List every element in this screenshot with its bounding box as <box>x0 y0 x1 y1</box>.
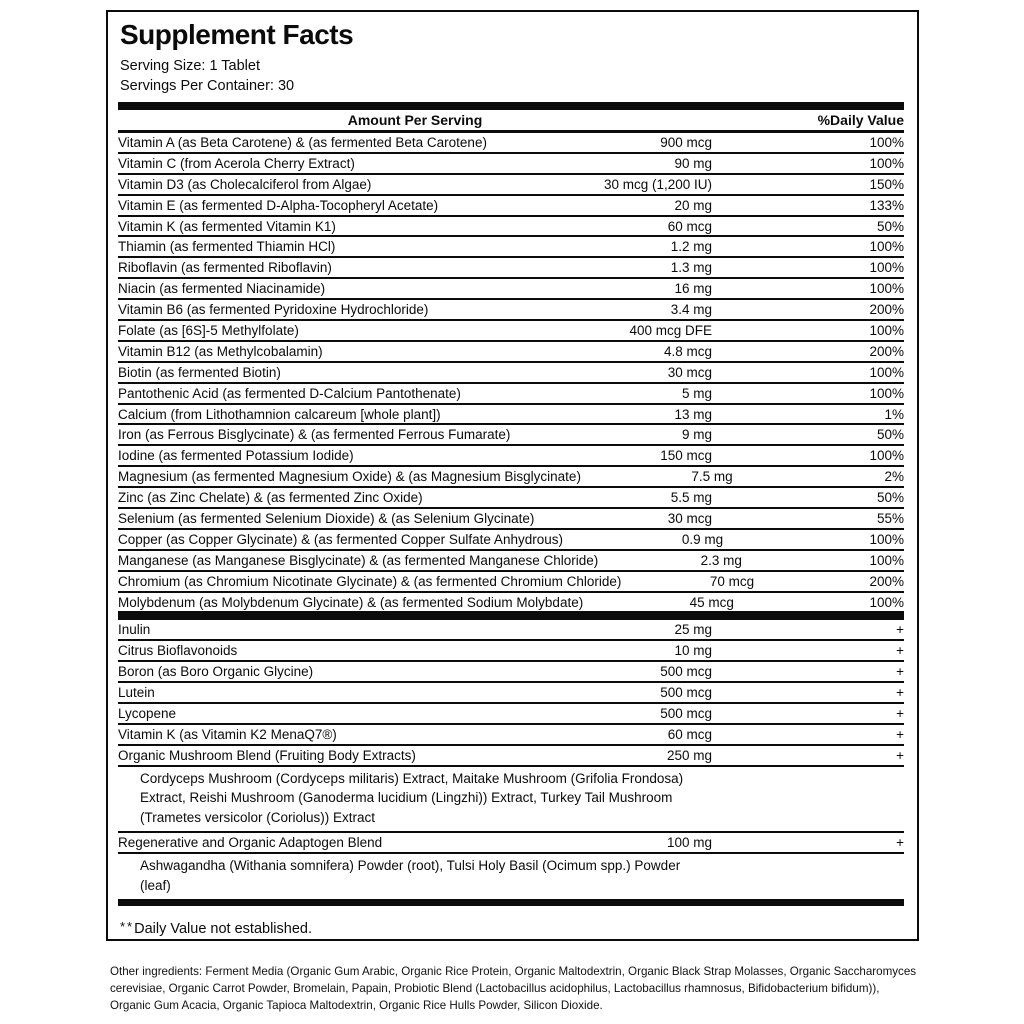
nutrient-daily-value: 200% <box>869 302 904 318</box>
nutrient-amount: 500 mcg <box>660 705 712 721</box>
servings-per-container: Servings Per Container: 30 <box>120 77 295 94</box>
nutrient-daily-value: + <box>896 747 904 763</box>
nutrient-row <box>118 154 904 175</box>
nutrient-amount: 45 mcg <box>689 594 734 610</box>
nutrient-row <box>118 425 904 446</box>
nutrient-daily-value: + <box>896 835 904 851</box>
daily-value-footnote <box>120 919 904 937</box>
nutrient-daily-value: + <box>896 726 904 742</box>
nutrient-row <box>118 683 904 704</box>
nutrient-row <box>118 620 904 641</box>
nutrient-name: Boron (as Boro Organic Glycine) <box>118 664 314 680</box>
nutrient-name: Iron (as Ferrous Bisglycinate) & (as fermented Ferrous Fumarate) <box>118 427 511 443</box>
nutrient-name: Vitamin D3 (as Cholecalciferol from Algae) <box>118 176 372 192</box>
nutrient-name: Zinc (as Zinc Chelate) & (as fermented Zinc Oxide) <box>118 490 423 506</box>
nutrient-row <box>118 300 904 321</box>
nutrient-amount: 0.9 mg <box>681 531 724 547</box>
blend-sub-ingredient-line: Extract, Reishi Mushroom (Ganoderma lucidium (Lingzhi)) Extract, Turkey Tail Mushroom <box>140 790 673 806</box>
nutrient-daily-value: 50% <box>876 218 904 234</box>
separator-bar-bottom <box>118 899 904 906</box>
nutrient-name: Niacin (as fermented Niacinamide) <box>118 281 326 297</box>
nutrient-name: Inulin <box>118 622 151 638</box>
nutrient-amount: 20 mg <box>674 197 712 213</box>
serving-size: Serving Size: 1 Tablet <box>120 58 260 74</box>
nutrient-name: Vitamin K (as Vitamin K2 MenaQ7®) <box>118 726 337 742</box>
daily-value-header: %Daily Value <box>817 112 904 128</box>
nutrient-daily-value: 2% <box>884 469 904 485</box>
nutrient-name: Iodine (as fermented Potassium Iodide) <box>118 448 354 464</box>
nutrient-daily-value: 100% <box>869 448 904 464</box>
nutrient-row <box>118 279 904 300</box>
blend-sub-ingredient-line: (leaf) <box>140 877 171 893</box>
nutrient-name: Citrus Bioflavonoids <box>118 643 238 659</box>
separator-bar-top <box>118 102 904 110</box>
nutrient-name: Folate (as [6S]-5 Methylfolate) <box>118 322 299 338</box>
nutrient-row <box>118 363 904 384</box>
nutrient-daily-value: 100% <box>869 364 904 380</box>
nutrient-amount: 30 mcg <box>667 364 712 380</box>
nutrient-name: Vitamin K (as fermented Vitamin K1) <box>118 218 336 234</box>
nutrient-amount: 1.2 mg <box>670 239 712 255</box>
nutrient-name: Vitamin A (as Beta Carotene) & (as fermented Beta Carotene) <box>118 134 487 150</box>
nutrient-amount: 250 mg <box>666 747 712 763</box>
nutrient-daily-value: 100% <box>869 281 904 297</box>
nutrient-amount: 30 mcg <box>667 510 712 526</box>
nutrient-name: Vitamin E (as fermented D-Alpha-Tocopheryl Acetate) <box>118 197 439 213</box>
nutrient-row <box>118 488 904 509</box>
blend-sub-ingredient-line: Ashwagandha (Withania somnifera) Powder (root), Tulsi Holy Basil (Ocimum spp.) Powder <box>140 858 681 874</box>
nutrient-amount: 90 mg <box>674 155 712 171</box>
supplement-facts-panel <box>106 10 919 941</box>
nutrient-row <box>118 384 904 405</box>
nutrient-amount: 30 mcg (1,200 IU) <box>603 176 712 192</box>
nutrient-amount: 7.5 mg <box>691 469 733 485</box>
nutrient-amount: 5 mg <box>681 385 712 401</box>
nutrient-amount: 1.3 mg <box>670 260 712 276</box>
blend-sub-ingredient-line: (Trametes versicolor (Coriolus)) Extract <box>140 809 376 825</box>
nutrient-amount: 500 mcg <box>660 664 712 680</box>
nutrient-row <box>118 321 904 342</box>
nutrient-row <box>118 662 904 683</box>
nutrient-name: Selenium (as fermented Selenium Dioxide) & (as Selenium Glycinate) <box>118 510 535 526</box>
nutrient-amount: 9 mg <box>681 427 712 443</box>
nutrient-name: Lycopene <box>118 705 177 721</box>
nutrient-row <box>118 405 904 426</box>
nutrient-amount: 900 mcg <box>660 134 712 150</box>
nutrient-daily-value: 100% <box>869 552 904 568</box>
nutrient-row <box>118 446 904 467</box>
nutrient-amount: 150 mcg <box>660 448 712 464</box>
nutrient-amount: 4.8 mcg <box>663 343 712 359</box>
nutrient-row <box>118 175 904 196</box>
other-ingredients-text: Other ingredients: Ferment Media (Organic Gum Arabic, Organic Rice Protein, Organic Maltodextrin, Organic Black Strap Molasses, Organic Saccharomyces cerevisiae, Organic Carrot Powder, Bromelain, Papain, Probiotic Blend (Lactobacillus acidophilus, Lactobacillus rhamnosus, Bifidobacterium bifidum)), Organic Gum Acacia, Organic Tapioca Maltodextrin, Organic Rice Hulls Powder, Silicon Dioxide. <box>110 965 917 1012</box>
nutrient-amount: 400 mcg DFE <box>629 322 712 338</box>
nutrient-row <box>118 641 904 662</box>
panel-title: Supplement Facts <box>120 19 354 50</box>
footnote-text: Daily Value not established. <box>134 921 312 938</box>
nutrient-daily-value: 100% <box>869 531 904 547</box>
nutrient-amount: 60 mcg <box>667 218 712 234</box>
nutrient-daily-value: 100% <box>869 239 904 255</box>
nutrient-daily-value: 100% <box>869 322 904 338</box>
nutrient-row <box>118 572 904 593</box>
nutrient-daily-value: 150% <box>869 176 904 192</box>
nutrient-amount: 25 mg <box>674 622 712 638</box>
nutrient-name: Vitamin B6 (as fermented Pyridoxine Hydrochloride) <box>118 302 429 318</box>
nutrient-amount: 70 mcg <box>709 573 755 589</box>
nutrient-row <box>118 133 904 154</box>
nutrient-row <box>118 196 904 217</box>
nutrient-row <box>118 551 904 572</box>
nutrient-amount: 13 mg <box>674 406 712 422</box>
nutrient-daily-value: 50% <box>876 427 904 443</box>
nutrient-daily-value: 55% <box>876 510 904 526</box>
nutrient-name: Copper (as Copper Glycinate) & (as fermented Copper Sulfate Anhydrous) <box>118 531 563 547</box>
blend-sub-ingredient-line: Cordyceps Mushroom (Cordyceps militaris) Extract, Maitake Mushroom (Grifolia Frondosa) <box>140 770 684 786</box>
nutrient-daily-value: 200% <box>869 343 904 359</box>
nutrient-daily-value: 133% <box>869 197 904 213</box>
vitamins-minerals-section <box>118 133 904 613</box>
nutrient-name: Magnesium (as fermented Magnesium Oxide) & (as Magnesium Bisglycinate) <box>118 469 581 485</box>
nutrient-daily-value: 100% <box>869 594 904 610</box>
blend-sub-ingredients <box>118 854 904 899</box>
nutrient-row <box>118 530 904 551</box>
nutrient-name: Vitamin B12 (as Methylcobalamin) <box>118 343 323 359</box>
nutrient-name: Lutein <box>118 685 155 701</box>
nutrient-daily-value: + <box>896 664 904 680</box>
nutrient-name: Biotin (as fermented Biotin) <box>118 364 281 380</box>
nutrient-name: Chromium (as Chromium Nicotinate Glycinate) & (as fermented Chromium Chloride) <box>118 573 622 589</box>
nutrient-row <box>118 746 904 767</box>
nutrient-row <box>118 237 904 258</box>
nutrient-row <box>118 342 904 363</box>
nutrient-name: Vitamin C (from Acerola Cherry Extract) <box>118 155 355 171</box>
nutrient-daily-value: 100% <box>869 260 904 276</box>
nutrient-daily-value: + <box>896 622 904 638</box>
nutrient-row <box>118 258 904 279</box>
column-header-row <box>118 110 904 133</box>
blend-sub-ingredients <box>118 767 904 834</box>
nutrient-row <box>118 217 904 238</box>
nutrient-row <box>118 509 904 530</box>
nutrient-daily-value: 1% <box>884 406 904 422</box>
nutrient-name: Calcium (from Lithothamnion calcareum [whole plant]) <box>118 406 441 422</box>
nutrient-name: Riboflavin (as fermented Riboflavin) <box>118 260 332 276</box>
nutrient-name: Organic Mushroom Blend (Fruiting Body Extracts) <box>118 747 416 763</box>
separator-bar-middle <box>118 613 904 620</box>
nutrient-daily-value: + <box>896 685 904 701</box>
nutrient-amount: 3.4 mg <box>670 302 712 318</box>
amount-per-serving-header: Amount Per Serving <box>347 112 483 128</box>
nutrient-amount: 5.5 mg <box>670 490 712 506</box>
nutrient-row <box>118 833 904 854</box>
nutrient-amount: 10 mg <box>674 643 712 659</box>
other-nutrients-section <box>118 620 904 899</box>
nutrient-name: Thiamin (as fermented Thiamin HCl) <box>118 239 336 255</box>
nutrient-amount: 100 mg <box>666 835 712 851</box>
nutrient-row <box>118 704 904 725</box>
nutrient-row <box>118 593 904 614</box>
nutrient-name: Manganese (as Manganese Bisglycinate) & (as fermented Manganese Chloride) <box>118 552 599 568</box>
nutrient-row <box>118 725 904 746</box>
nutrient-amount: 16 mg <box>674 281 712 297</box>
nutrient-name: Pantothenic Acid (as fermented D-Calcium Pantothenate) <box>118 385 461 401</box>
footnote-asterisks: ** <box>120 919 135 935</box>
nutrient-amount: 2.3 mg <box>700 552 742 568</box>
nutrient-daily-value: 100% <box>869 134 904 150</box>
nutrient-row <box>118 467 904 488</box>
nutrient-daily-value: 50% <box>876 490 904 506</box>
nutrient-name: Molybdenum (as Molybdenum Glycinate) & (as fermented Sodium Molybdate) <box>118 594 584 610</box>
nutrient-daily-value: + <box>896 705 904 721</box>
nutrient-amount: 500 mcg <box>660 685 712 701</box>
nutrient-daily-value: 100% <box>869 385 904 401</box>
nutrient-daily-value: 100% <box>869 155 904 171</box>
nutrient-daily-value: + <box>896 643 904 659</box>
nutrient-amount: 60 mcg <box>667 726 712 742</box>
nutrient-daily-value: 200% <box>869 573 904 589</box>
nutrient-name: Regenerative and Organic Adaptogen Blend <box>118 835 383 851</box>
